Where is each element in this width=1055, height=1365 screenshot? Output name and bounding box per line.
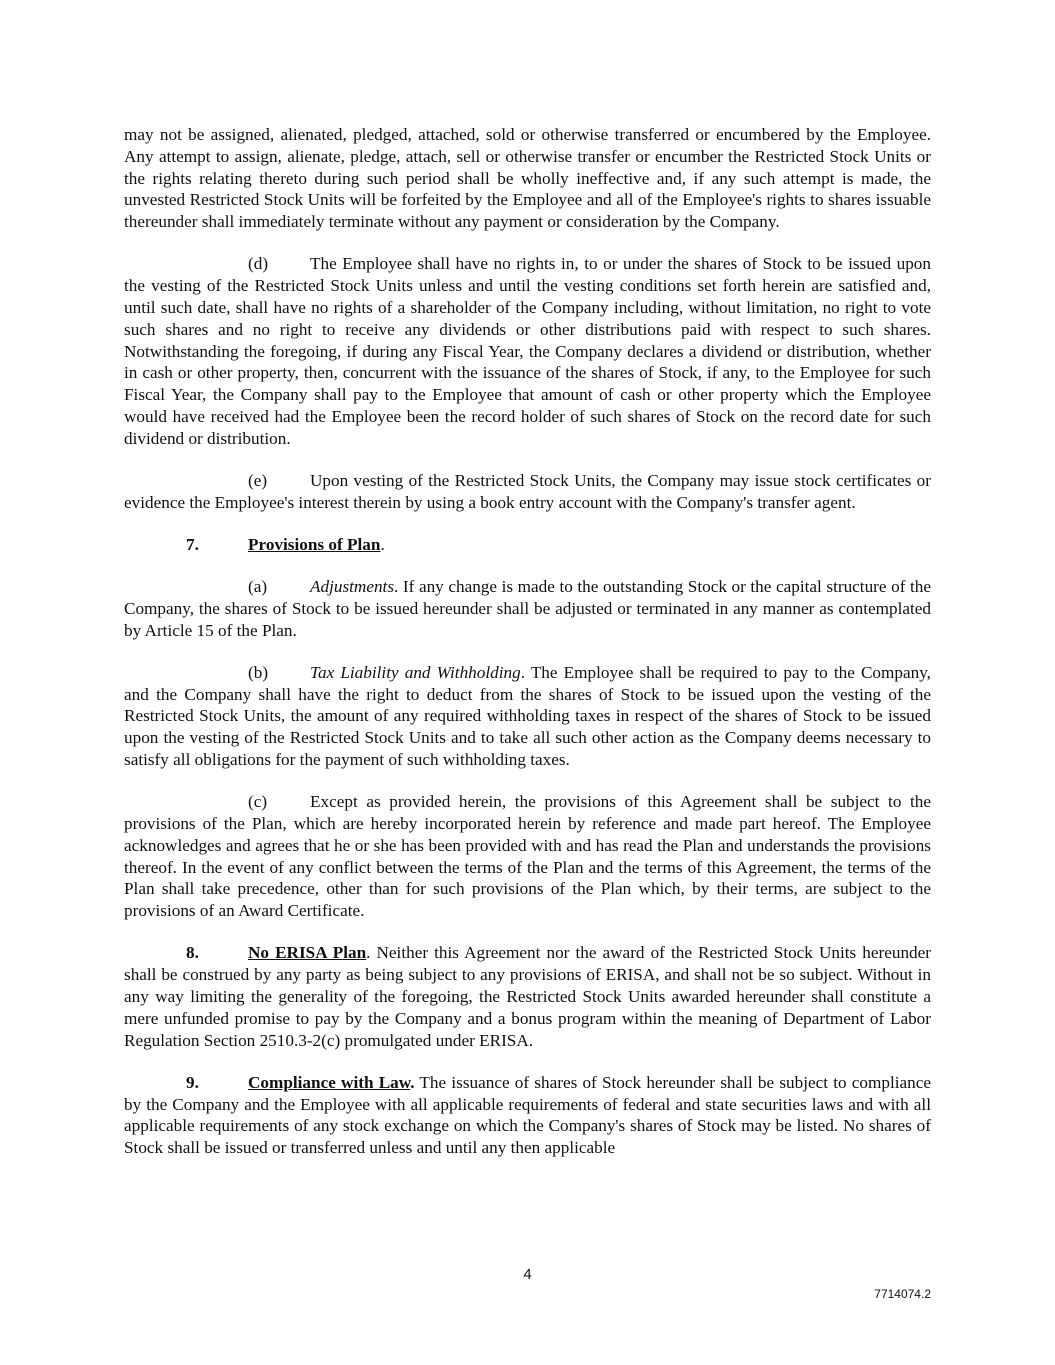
section-7-b-label: (b) — [248, 662, 269, 682]
section-7-a-italic-title: Adjustments — [310, 577, 395, 597]
section-7-paragraph-b — [124, 662, 931, 771]
section-8-text: . Neither this Agreement nor the award of the Restricted Stock Units hereunder shall be construed by any party as being subject to any provisions of ERISA, and shall not be so subject. Without in any way limiting the generality of the foregoing, the Restricted Stock Units awarded hereunder shall constitute a mere unfunded promise to pay by the Company and a bonus program within the meaning of Department of Labor Regulation Section 2510.3-2(c) promulgated under ERISA. — [124, 943, 931, 1050]
section-7-c-label: (c) — [248, 792, 268, 812]
section-9-text: The issuance of shares of Stock hereunder shall be subject to compliance by the Company and the Employee with all applicable requirements of federal and state securities laws and with all applicable requirements of any stock exchange on which the Company's shares of Stock may be listed. No shares of Stock shall be issued or transferred unless and until any then applicable — [124, 1072, 931, 1158]
paragraph-d — [124, 253, 931, 449]
section-7-b-italic-title: Tax Liability and Withholding — [310, 662, 521, 682]
continuation-paragraph: may not be assigned, alienated, pledged, attached, sold or otherwise transferred or encumbered by the Employee. Any attempt to assign, alienate, pledge, attach, sell or otherwise transfer or encumber the Restricted Stock Units or the rights relating thereto during such period shall be wholly ineffective and, if any such attempt is made, the unvested Restricted Stock Units will be forfeited by the Employee and all of the Employee's rights to shares issuable thereunder shall immediately terminate without any payment or consideration by the Company. — [124, 125, 931, 232]
section-9-title-suffix: . — [410, 1072, 415, 1092]
section-7-number: 7. — [186, 534, 199, 554]
section-7-paragraph-c — [124, 791, 931, 922]
section-7-a-text: . If any change is made to the outstanding Stock or the capital structure of the Company, the shares of Stock to be issued hereunder shall be adjusted or terminated in any manner as contemplated by Article 15 of the Plan. — [124, 577, 931, 640]
paragraph-e-text: Upon vesting of the Restricted Stock Units, the Company may issue stock certificates or evidence the Employee's interest therein by using a book entry account with the Company's transfer agent. — [124, 470, 931, 512]
section-9-number: 9. — [186, 1072, 199, 1092]
page-number: 4 — [523, 1266, 532, 1283]
document-page — [124, 124, 931, 1179]
paragraph-d-label: (d) — [248, 254, 269, 274]
section-7-heading — [124, 534, 931, 556]
section-8-title: No ERISA Plan — [248, 943, 367, 963]
section-7-a-label: (a) — [248, 577, 268, 597]
paragraph-e — [124, 470, 931, 514]
section-7-c-text: Except as provided herein, the provisions of this Agreement shall be subject to the provisions of the Plan, which are hereby incorporated herein by reference and made part hereof. The Employee acknowledges and agrees that he or she has been provided with and has read the Plan and understands the provisions thereof. In the event of any conflict between the terms of the Plan and the terms of this Agreement, the terms of the Plan shall take precedence, other than for such provisions of the Plan which, by their terms, are subject to the provisions of an Award Certificate. — [124, 792, 931, 921]
section-7-paragraph-a — [124, 576, 931, 641]
paragraph-e-label: (e) — [248, 470, 268, 490]
section-8-paragraph — [124, 942, 931, 1051]
section-9-paragraph — [124, 1072, 931, 1159]
section-7-b-text: . The Employee shall be required to pay to the Company, and the Company shall have the right to deduct from the shares of Stock to be issued upon the vesting of the Restricted Stock Units, the amount of any required withholding taxes in respect of the shares of Stock to be issued upon the vesting of the Restricted Stock Units and to take all such other action as the Company deems necessary to satisfy all obligations for the payment of such withholding taxes. — [124, 662, 931, 770]
section-7-title: Provisions of Plan — [248, 534, 381, 554]
paragraph-d-text: The Employee shall have no rights in, to or under the shares of Stock to be issued upon the vesting of the Restricted Stock Units unless and until the vesting conditions set forth herein are satisfied and, until such date, shall have no rights of a shareholder of the Company including, without limitation, no right to vote such shares and no right to receive any dividends or other distributions paid with respect to such shares. Notwithstanding the foregoing, if during any Fiscal Year, the Company declares a dividend or distribution, whether in cash or other property, then, concurrent with the issuance of the shares of Stock, if any, to the Employee for such Fiscal Year, the Company shall pay to the Employee that amount of cash or other property which the Employee would have received had the Employee been the record holder of such shares of Stock on the record date for such dividend or distribution. — [124, 254, 931, 448]
section-7-title-suffix: . — [380, 534, 385, 554]
document-id: 7714074.2 — [874, 1287, 931, 1301]
section-8-number: 8. — [186, 943, 199, 963]
section-9-title: Compliance with Law — [248, 1072, 411, 1092]
